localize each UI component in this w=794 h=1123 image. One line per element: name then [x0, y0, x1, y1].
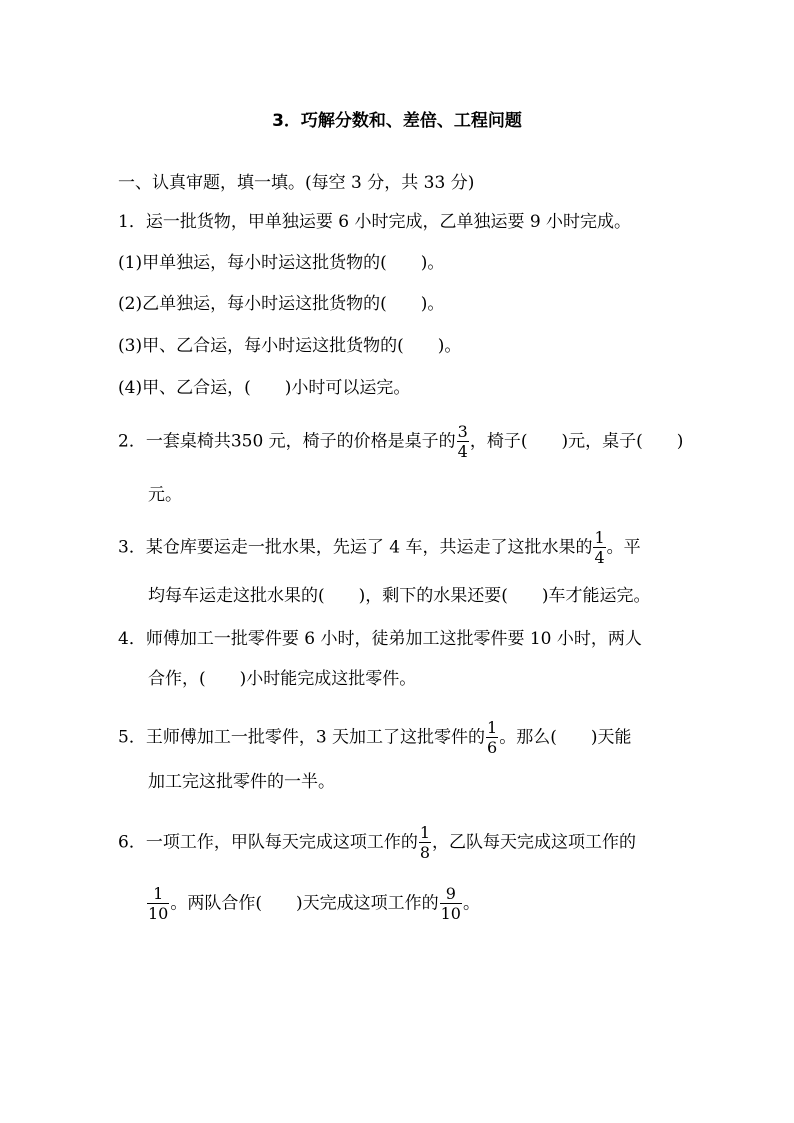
q1-part-4: (4)甲、乙合运，( )小时可以运完。 — [118, 378, 411, 398]
q2-fraction-denominator: 4 — [457, 442, 468, 461]
q6-text-2: ，乙队每天完成这项工作的 — [432, 832, 637, 853]
q6-line-1 — [118, 825, 636, 861]
q6-line-2 — [146, 886, 480, 922]
q6-fraction-1 — [419, 825, 431, 861]
q6-fraction-2-denominator: 10 — [148, 904, 169, 923]
q3-fraction-numerator: 1 — [594, 528, 605, 547]
q5-text-1: 5．王师傅加工一批零件，3 天加工了这批零件的 — [118, 727, 486, 748]
q6-fraction-2 — [147, 886, 169, 922]
q2-line-1 — [118, 424, 683, 460]
q1-stem: 1．运一批货物，甲单独运要 6 小时完成，乙单独运要 9 小时完成。 — [118, 212, 632, 232]
section-heading: 一、认真审题，填一填。(每空 3 分，共 33 分) — [118, 173, 475, 193]
q2-line-2: 元。 — [148, 485, 182, 505]
q3-fraction-denominator: 4 — [594, 548, 605, 567]
q1-part-1: (1)甲单独运，每小时运这批货物的( )。 — [118, 253, 445, 273]
q5-text-2: 。那么( )天能 — [499, 727, 632, 748]
q6-fraction-1-numerator: 1 — [419, 823, 431, 842]
q3-text-2: 。平 — [606, 537, 641, 558]
q2-text-1: 2．一套桌椅共350 元，椅子的价格是桌子的 — [118, 431, 456, 452]
q1-part-2: (2)乙单独运，每小时运这批货物的( )。 — [118, 294, 445, 314]
q1-part-3: (3)甲、乙合运，每小时运这批货物的( )。 — [118, 336, 462, 356]
q6-text-1: 6．一项工作，甲队每天完成这项工作的 — [118, 832, 418, 853]
q3-text-1: 3．某仓库要运走一批水果，先运了 4 车，共运走了这批水果的 — [118, 537, 593, 558]
q6-fraction-2-numerator: 1 — [147, 886, 169, 904]
q6-fraction-3 — [440, 886, 462, 922]
q3-line-2: 均每车运走这批水果的( )，剩下的水果还要( )车才能运完。 — [148, 586, 651, 606]
q3-line-1 — [118, 530, 641, 566]
q6-fraction-3-denominator: 10 — [440, 904, 461, 923]
q5-fraction — [486, 720, 498, 756]
page-title: 3．巧解分数和、差倍、工程问题 — [272, 111, 522, 131]
q5-line-2: 加工完这批零件的一半。 — [148, 772, 335, 792]
q3-fraction — [593, 530, 605, 566]
q2-text-2: ，椅子( )元，桌子( ) — [469, 431, 684, 452]
q5-fraction-numerator: 1 — [487, 718, 498, 737]
q6-text-4: 。 — [462, 893, 480, 914]
q2-fraction-numerator: 3 — [457, 422, 468, 441]
q6-fraction-1-denominator: 8 — [419, 843, 431, 862]
q5-fraction-denominator: 6 — [487, 738, 498, 757]
q5-line-1 — [118, 720, 632, 756]
q4-line-1: 4．师傅加工一批零件要 6 小时，徒弟加工这批零件要 10 小时，两人 — [118, 629, 642, 649]
q4-line-2: 合作，( )小时能完成这批零件。 — [148, 669, 417, 689]
q6-text-3: 。两队合作( )天完成这项工作的 — [170, 893, 439, 914]
q2-fraction — [457, 424, 469, 460]
q6-fraction-3-numerator: 9 — [440, 886, 462, 904]
